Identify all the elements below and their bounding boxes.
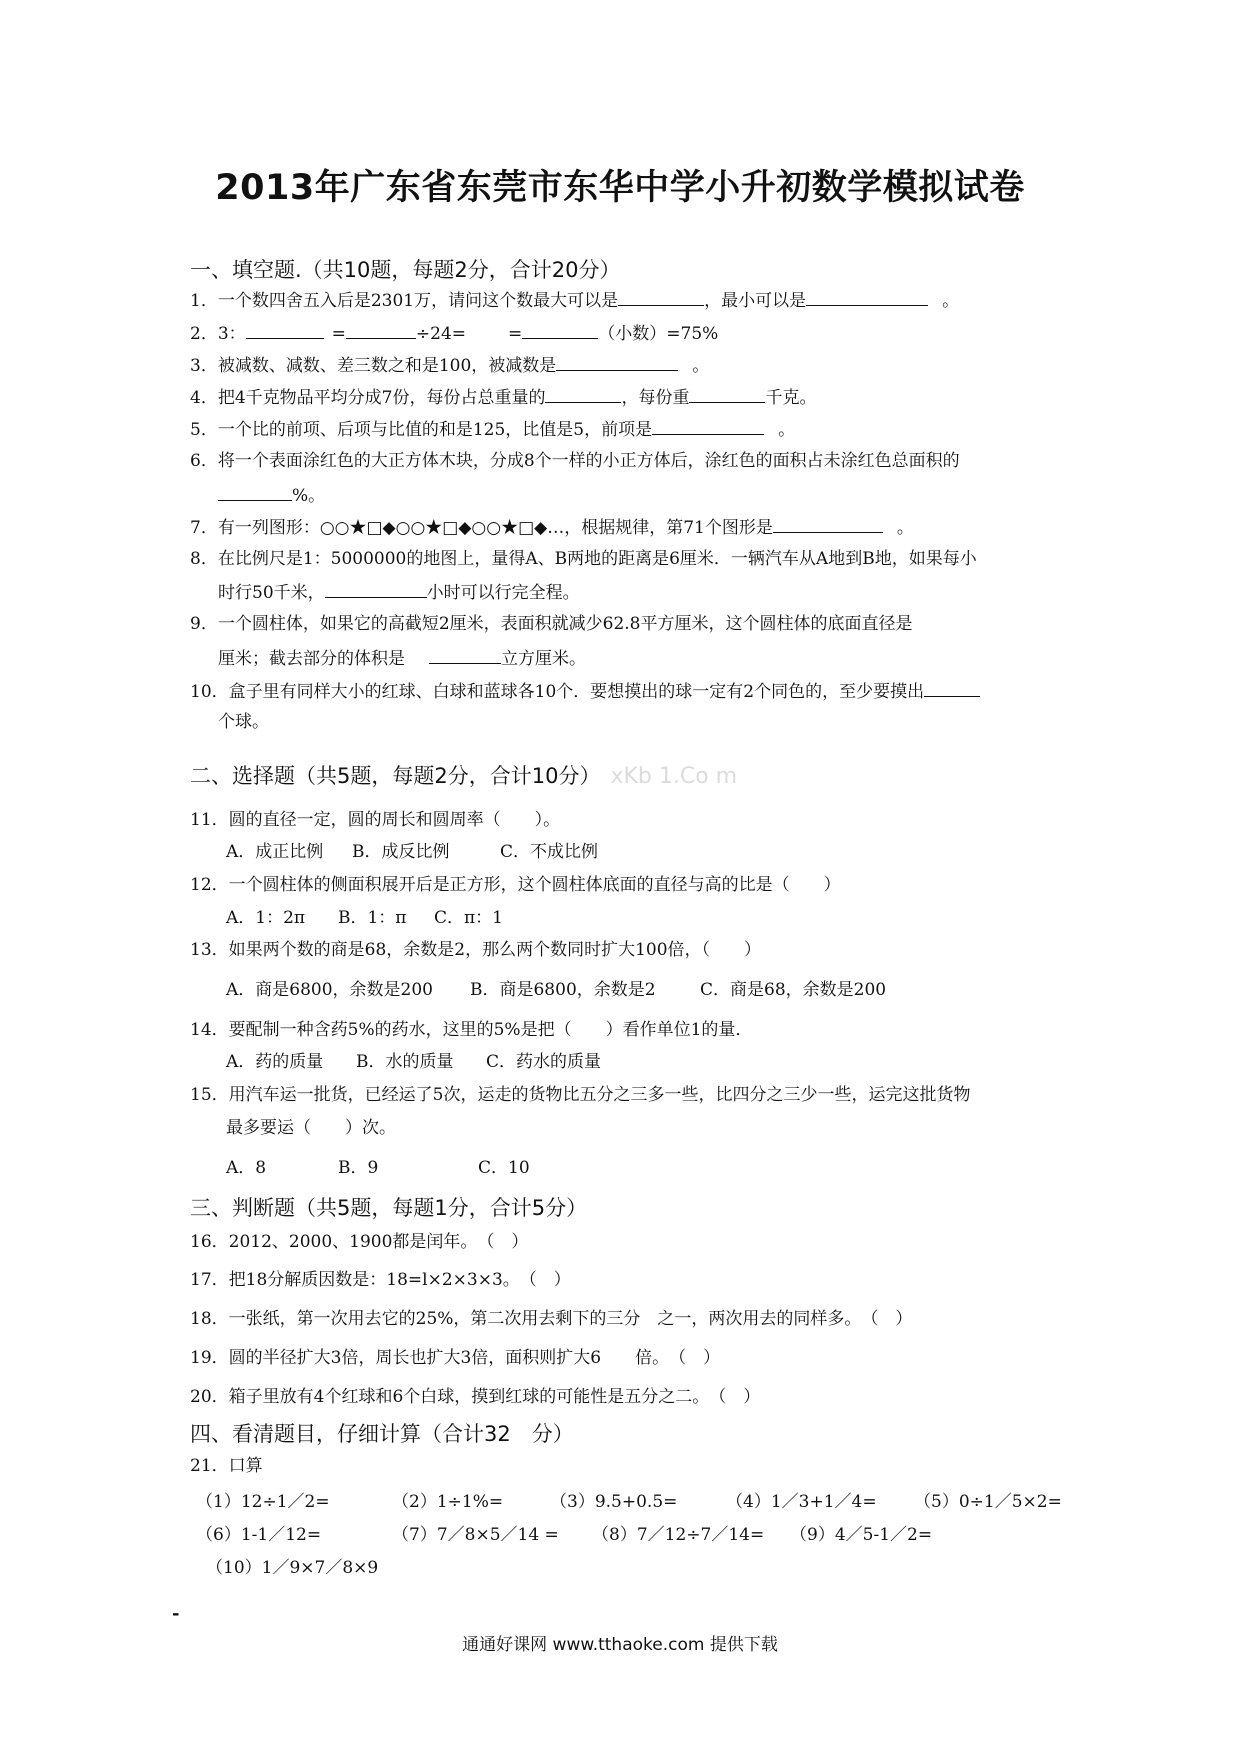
answer-blank[interactable] — [689, 384, 765, 403]
oral-item: （5）0÷1／5×2= — [914, 1492, 1062, 1512]
question-8-cont: 时行50千米， 小时可以行完全程。 — [218, 579, 580, 605]
answer-blank[interactable] — [924, 678, 980, 697]
answer-blank[interactable] — [429, 645, 501, 664]
question-18: 18．一张纸，第一次用去它的25%，第二次用去剩下的三分 之一，两次用去的同样多。 （ ） — [190, 1309, 913, 1329]
page-title: 2013年广东省东莞市东华中学小升初数学模拟试卷 — [215, 168, 1025, 208]
question-1: 1．一个数四舍五入后是2301万，请问这个数最大可以是 ，最小可以是 。 — [190, 287, 959, 313]
oral-item: （6）1-1／12= — [196, 1525, 322, 1545]
answer-blank[interactable] — [545, 384, 621, 403]
answer-blank[interactable] — [773, 514, 883, 533]
answer-blank[interactable] — [325, 579, 427, 598]
oral-item: （3）9.5+0.5= — [550, 1492, 678, 1512]
option-c[interactable]: C．不成比例 — [500, 842, 599, 862]
question-16: 16．2012、2000、1900都是闰年。 （ ） — [190, 1232, 529, 1252]
question-10: 10．盒子里有同样大小的红球、白球和蓝球各10个．要想摸出的球一定有2个同色的，至少要摸出 — [190, 678, 980, 704]
watermark: xKb 1.Co m — [610, 764, 738, 789]
section-heading-calc: 四、看清题目，仔细计算（合计32 分） — [190, 1422, 574, 1446]
answer-blank[interactable] — [652, 416, 764, 435]
question-13-options — [226, 978, 886, 1002]
oral-item: （1）12÷1／2= — [196, 1492, 330, 1512]
section-heading-judge: 三、判断题（共5题，每题1分，合计5分） — [190, 1196, 588, 1220]
question-14-options — [226, 1050, 601, 1074]
oral-item: （9）4／5-1／2= — [790, 1525, 933, 1545]
question-6: 6．将一个表面涂红色的大正方体木块，分成8个一样的小正方体后，涂红色的面积占未涂红色总面积的 — [190, 451, 960, 471]
question-9: 9．一个圆柱体，如果它的高截短2厘米，表面积就减少62.8平方厘米，这个圆柱体的底面直径是 — [190, 614, 913, 634]
option-b[interactable]: B．成反比例 — [352, 842, 450, 862]
option-a[interactable]: A．药的质量 — [226, 1052, 324, 1072]
answer-blank[interactable] — [346, 320, 416, 339]
question-4: 4．把4千克物品平均分成7份，每份占总重量的 ，每份重 千克。 — [190, 384, 816, 410]
answer-blank[interactable] — [522, 320, 598, 339]
footer-text: 通通好课网 www.tthaoke.com 提供下载 — [462, 1635, 778, 1655]
question-12: 12．一个圆柱体的侧面积展开后是正方形，这个圆柱体底面的直径与高的比是（ ） — [190, 875, 841, 895]
option-b[interactable]: B．水的质量 — [356, 1052, 454, 1072]
question-8: 8．在比例尺是1：5000000的地图上，量得A、B两地的距离是6厘米．一辆汽车从A地到B地，如果每小 — [190, 549, 977, 569]
option-a[interactable]: A．8 — [226, 1158, 267, 1178]
question-5: 5．一个比的前项、后项与比值的和是125，比值是5，前项是 。 — [190, 416, 795, 442]
answer-blank[interactable] — [618, 287, 704, 306]
answer-blank[interactable] — [218, 482, 292, 501]
option-c[interactable]: C．π：1 — [434, 908, 503, 928]
question-21-label: 21．口算 — [190, 1456, 263, 1476]
option-b[interactable]: B．1：π — [338, 908, 407, 928]
section-heading-choice: 二、选择题（共5题，每题2分，合计10分） xKb 1.Co m — [190, 764, 738, 789]
option-c[interactable]: C．商是68，余数是200 — [700, 980, 887, 1000]
question-15: 15．用汽车运一批货，已经运了5次，运走的货物比五分之三多一些，比四分之三少一些，运完这批货物 — [190, 1085, 971, 1105]
question-10-cont: 个球。 — [218, 712, 269, 732]
question-15-options — [226, 1156, 530, 1180]
question-9-cont: 厘米；截去部分的体积是 立方厘米。 — [218, 645, 586, 671]
option-a[interactable]: A．商是6800，余数是200 — [226, 980, 433, 1000]
question-3: 3．被减数、减数、差三数之和是100，被减数是 。 — [190, 352, 709, 378]
oral-item: （2）1÷1%= — [392, 1492, 504, 1512]
option-b[interactable]: B．9 — [338, 1158, 379, 1178]
answer-blank[interactable] — [246, 320, 324, 339]
option-a[interactable]: A．1：2π — [226, 908, 306, 928]
question-2: 2．3： = ÷24= = （小数）=75% — [190, 320, 718, 346]
oral-item: （4）1／3+1／4= — [726, 1492, 877, 1512]
oral-item: （8）7／12÷7／14= — [592, 1525, 765, 1545]
option-c[interactable]: C．10 — [478, 1158, 530, 1178]
dash-mark: - — [172, 1603, 180, 1624]
option-c[interactable]: C．药水的质量 — [486, 1052, 602, 1072]
question-19: 19．圆的半径扩大3倍，周长也扩大3倍，面积则扩大6 倍。 （ ） — [190, 1348, 721, 1368]
question-15-cont: 最多要运（ ）次。 — [226, 1118, 396, 1138]
section-heading-fill-in: 一、填空题.（共10题，每题2分，合计20分） — [190, 258, 621, 282]
oral-item: （10）1／9×7／8×9 — [206, 1558, 379, 1578]
question-14: 14．要配制一种含药5%的药水，这里的5%是把（ ）看作单位1的量． — [190, 1020, 753, 1040]
question-17: 17．把18分解质因数是：18=l×2×3×3。 （ ） — [190, 1270, 571, 1290]
question-20: 20．箱子里放有4个红球和6个白球，摸到红球的可能性是五分之二。 （ ） — [190, 1387, 761, 1407]
option-b[interactable]: B．商是6800，余数是2 — [470, 980, 656, 1000]
oral-item: （7）7／8×5／14 = — [392, 1525, 559, 1545]
answer-blank[interactable] — [556, 352, 678, 371]
question-13: 13．如果两个数的商是68，余数是2，那么两个数同时扩大100倍，（ ） — [190, 940, 762, 960]
question-7: 7．有一列图形：○○★□◆○○★□◆○○★□◆…，根据规律，第71个图形是 。 — [190, 514, 914, 540]
answer-blank[interactable] — [806, 287, 928, 306]
question-11: 11．圆的直径一定，圆的周长和圆周率（ ）。 — [190, 810, 561, 830]
question-6-cont: %。 — [218, 482, 325, 508]
option-a[interactable]: A．成正比例 — [226, 842, 324, 862]
question-11-options — [226, 840, 598, 864]
question-12-options — [226, 906, 503, 930]
